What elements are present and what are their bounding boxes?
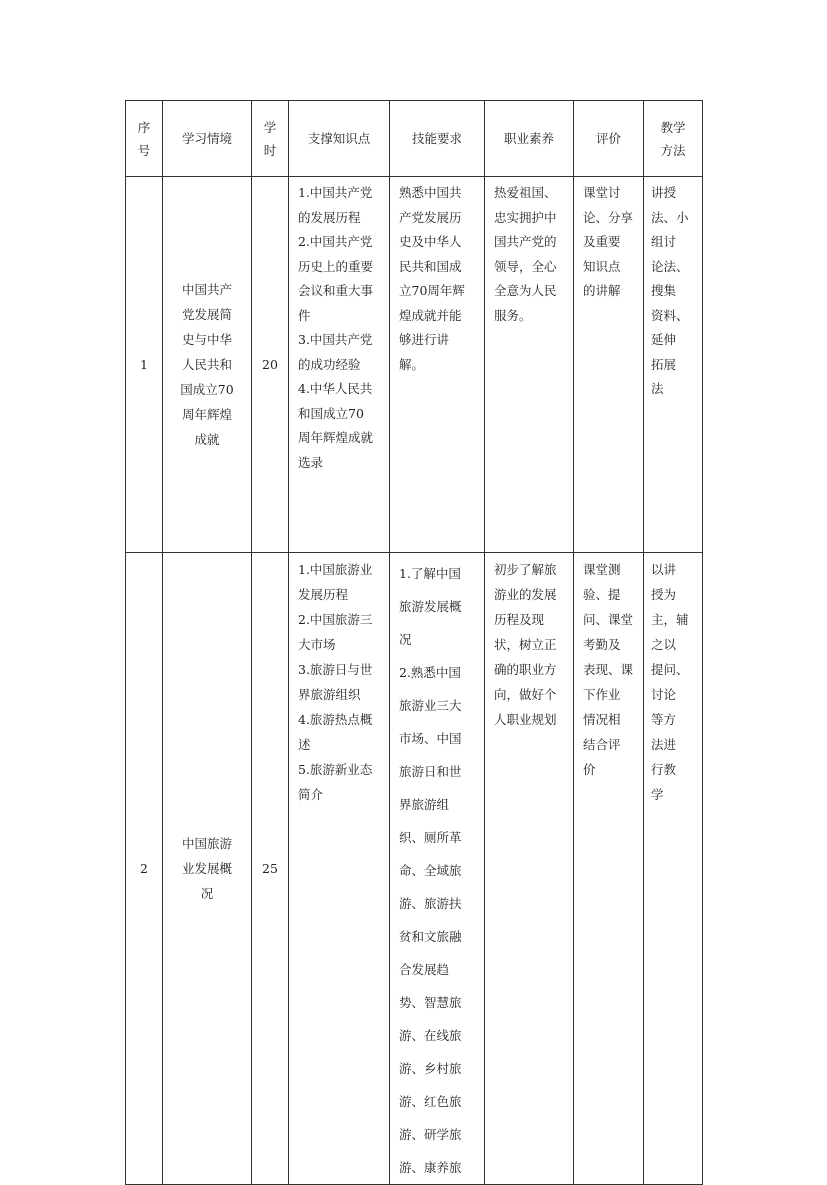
cell-method: 以讲 授为 主，辅 之以 提问、 讨论 等方 法进 行教 学 (644, 553, 703, 1185)
table-row (126, 177, 703, 553)
cell-knowledge: 1.中国旅游业 发展历程 2.中国旅游三 大市场 3.旅游日与世 界旅游组织 4.旅游热点概 述 5.旅游新业态 简介 (289, 553, 390, 1185)
cell-hours: 25 (252, 553, 289, 1185)
cell-quality: 热爱祖国、 忠实拥护中 国共产党的 领导，全心 全意为人民 服务。 (485, 177, 574, 553)
cell-evaluation: 课堂讨 论、分享 及重要 知识点 的讲解 (574, 177, 644, 553)
header-evaluation: 评价 (574, 101, 644, 177)
cell-evaluation: 课堂测 验、提 问、课堂 考勤及 表现、课 下作业 情况相 结合评 价 (574, 553, 644, 1185)
cell-situation: 中国旅游 业发展概 况 (163, 553, 252, 1185)
cell-skills: 1.了解中国 旅游发展概 况 2.熟悉中国 旅游业三大 市场、中国 旅游日和世 界旅游组 织、厕所革 命、全域旅 游、旅游扶 贫和文旅融 合发展趋 势、智慧旅 游、在线旅 游、乡村旅 游、红色旅 游、研学旅 游、康养旅 (390, 553, 485, 1185)
curriculum-table (125, 100, 703, 1185)
cell-skills: 熟悉中国共 产党发展历 史及中华人 民共和国成 立70周年辉 煌成就并能 够进行讲 解。 (390, 177, 485, 553)
header-hours: 学 时 (252, 101, 289, 177)
header-situation: 学习情境 (163, 101, 252, 177)
cell-method: 讲授 法、小 组讨 论法、 搜集 资料、 延伸 拓展 法 (644, 177, 703, 553)
cell-no: 2 (126, 553, 163, 1185)
table-header-row (126, 101, 703, 177)
cell-hours: 20 (252, 177, 289, 553)
header-skills: 技能要求 (390, 101, 485, 177)
header-knowledge: 支撑知识点 (289, 101, 390, 177)
cell-situation: 中国共产 党发展简 史与中华 人民共和 国成立70 周年辉煌 成就 (163, 177, 252, 553)
header-quality: 职业素养 (485, 101, 574, 177)
table-row (126, 553, 703, 1185)
cell-no: 1 (126, 177, 163, 553)
cell-quality: 初步了解旅 游业的发展 历程及现 状，树立正 确的职业方 向，做好个 人职业规划 (485, 553, 574, 1185)
header-no: 序 号 (126, 101, 163, 177)
cell-knowledge: 1.中国共产党 的发展历程 2.中国共产党 历史上的重要 会议和重大事 件 3.中国共产党 的成功经验 4.中华人民共 和国成立70 周年辉煌成就 选录 (289, 177, 390, 553)
header-method: 教学 方法 (644, 101, 703, 177)
